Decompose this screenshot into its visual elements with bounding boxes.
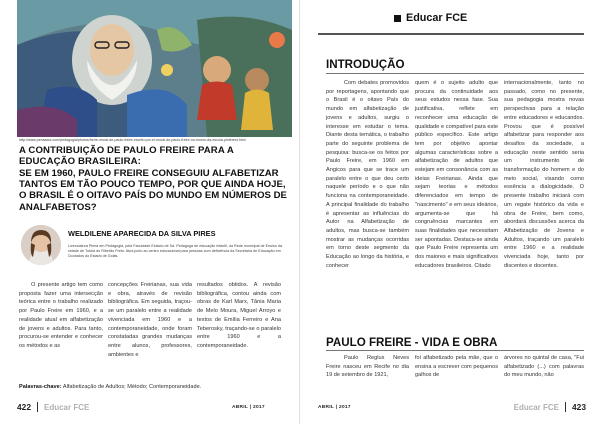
left-footer xyxy=(17,402,265,412)
body-text: foi alfabetizado pela mãe, que o ensina a escrever com pequenos galhos de xyxy=(415,355,498,379)
footer-divider xyxy=(37,402,38,412)
square-bullet-icon xyxy=(394,15,401,22)
article-title: A CONTRIBUIÇÃO DE PAULO FREIRE PARA A EDUCAÇÃO BRASILEIRA: xyxy=(19,145,234,168)
right-footer xyxy=(514,402,586,412)
intro-column-1 xyxy=(326,79,409,270)
heading-rule xyxy=(326,350,584,351)
article-subtitle: SE EM 1960, PAULO FREIRE CONSEGUIU ALFABETIZAR TANTOS EM TÃO POUCO TEMPO, POR QUE AINDA HOJE, O BRASIL É O OITAVO PAÍS DO MUNDO EM NÚMEROS DE ANALFABETOS? xyxy=(19,168,287,213)
heading-rule xyxy=(326,73,584,74)
issue-month: ABRIL | 2017 xyxy=(232,405,265,410)
header-rule xyxy=(318,33,584,35)
section-tag xyxy=(394,12,467,24)
intro-column-3 xyxy=(504,79,584,270)
intro-column-2 xyxy=(415,79,498,270)
magazine-name: Educar FCE xyxy=(513,402,560,412)
abstract-column-1 xyxy=(19,281,103,351)
keywords-text: Alfabetização de Adultos; Método; Contemporaneidade. xyxy=(62,384,202,390)
abstract-text: concepções Freirianas, sua vida e obra, através de revisão bibliográfica. Em seguida, traçou-se um paralelo entre a realidade vivenciada em 1960 e a contemporaneidade, onde foram constatadas grandes mudanças entre alunos, professores, ambientes e xyxy=(108,282,192,358)
author-name: WELDILENE APARECIDA DA SILVA PIRES xyxy=(68,229,216,238)
page-number: 423 xyxy=(572,402,586,412)
author-photo xyxy=(21,225,61,265)
body-text: internacionalmente, tanto no passado, como no presente, sua pedagogia mostra novas perspectivas para a relação entre educadores e educandos. Provou que é possível alfabetizar para responder aos desafios da sociedade, a educação neste sentido seria um instrumento de transformação do homem e do meio social, visando como essência a dialogicidade. O presente trabalho iniciará com um regate histórico da vida e obra de Freire, bem como, abordará discussões acerca da Alfabetização de Jovens e Adultos, traçando um paralelo entre 1960 e a realidade vivenciada hoje, tanto por discentes e docentes. xyxy=(504,80,584,269)
abstract-column-2 xyxy=(108,281,192,359)
vida-obra-heading: PAULO FREIRE - VIDA E OBRA xyxy=(326,336,498,349)
vida-column-3 xyxy=(504,354,584,380)
body-text: quem é o sujeito adulto que procura da continuidade aos seus estudos nessa fase. Sua justificativa, reflete em reconhecer uma educação de qualidade e compatível para este público específico. Este artigo tem por objetivo apontar algumas características sobre a alfabetização de adultos que estejam em consonância com as ideias Freirianas. Ainda que sejam teorias e métodos diferenciados em tempo de "nascimento" e em seus ideários, argumenta-se que há congruências marcantes em suas finalidades que necessitam ser apontadas. Destaca-se ainda que Paulo Freire representa um dos maiores e mais significativos educadores brasileiros. Citado xyxy=(415,80,498,269)
issue-month: ABRIL | 2017 xyxy=(318,405,351,410)
image-caption: http://www.pensador.com/pedagogia/photos/freire-mural-de-paulo-freire-escrito-por-el-mural-de-paulo-freire-no-muros-da-escola-pinterest.html xyxy=(19,138,246,142)
intro-heading: INTRODUÇÃO xyxy=(326,58,405,71)
footer-divider xyxy=(565,402,566,412)
body-text: Com debates promovidos por reportagens, apontando que o Brasil é o oitavo País do mundo em alfabetização de jovens e adultos, surgiu o interesse em estudar o tema. Diante desta temática, o trabalho parte do seguinte problema de pesquisa: busca-se os feitos por Paulo Freire, em 1960 em Angicos para que se trace um paralelo entre o que deu certo naquele período e o que não funciona na contemporaneidade. A principal finalidade do trabalho é apresentar as influências do Autor na Alfabetização de adultos, mas busca-se também mostrar as mudanças ocorridas em torno deste segmento da Educação ao longo da história, e conhecer xyxy=(326,80,409,269)
page-number: 422 xyxy=(17,402,31,412)
abstract-text: O presente artigo tem como proposta fazer uma intersecção teórica entre o trabalho realizado por Paulo Freire em 1960, e a realidade atual em alfabetização de jovens e adultos. Para tanto, procurou-se entender e conhecer os métodos e as xyxy=(19,282,103,349)
vida-column-1 xyxy=(326,354,409,380)
author-bio: Licenciatura Plena em Pedagogia, pela Faculdade Estácio de Sá. Pedagoga de educação infantil, da Rede municipal de Ensino da cidade de Tutóia do Riberão Preto. Atua junto ao centro educacional para pessoas com deficiência da Secretaria de Educação em Dourados do Estado de Goiás. xyxy=(68,244,283,258)
keywords-label: Palavras-chave: xyxy=(19,384,62,390)
body-text: Paulo Reglus Neves Freire nasceu em Recife no dia 19 de setembro de 1921, xyxy=(326,355,409,379)
abstract-column-3 xyxy=(197,281,281,351)
paulo-freire-mural-image xyxy=(17,0,292,137)
vida-column-2 xyxy=(415,354,498,380)
magazine-name: Educar FCE xyxy=(43,402,90,412)
keywords xyxy=(19,384,289,390)
body-text: árvores no quintal de casa, "Fui alfabetizado (...) com palavras do meu mundo, não xyxy=(504,355,584,379)
abstract-text: resultados obtidos. A revisão bibliográfica, contou ainda com obras de Karl Marx, Tânia Maria de Melo Moura, Miguel Arroyo e textos de Emília Ferreiro e Ana Teberosky, traçando-se o paralelo entre 1960 e a contemporaneidade. xyxy=(197,282,281,349)
section-name: Educar FCE xyxy=(406,12,468,24)
